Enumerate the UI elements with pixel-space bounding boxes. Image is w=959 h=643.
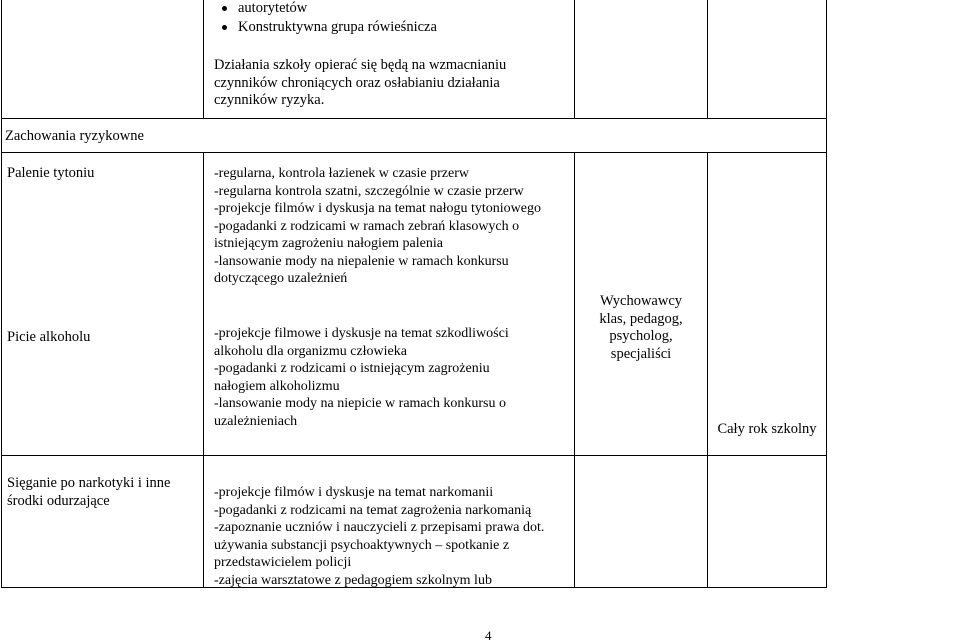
action-line: przedstawicielem policji (214, 555, 352, 570)
responsible-line: klas, pedagog, (599, 310, 683, 327)
paragraph-line: czynników chroniących oraz osłabianiu działania (214, 74, 500, 91)
column-divider-3 (707, 0, 708, 118)
row-separator-top (1, 118, 827, 119)
column-divider-1 (203, 152, 204, 587)
action-line: -lansowanie mody na niepicie w ramach konkursu o (214, 396, 506, 411)
action-line: -projekcje filmów i dyskusje na temat narkomanii (214, 485, 494, 500)
strategy-paragraph (214, 57, 506, 110)
column-divider-1 (203, 0, 204, 118)
bullet-point (222, 6, 227, 11)
row-label-drugs (7, 475, 171, 510)
row-label-line: Sięganie po narkotyki i inne (7, 475, 171, 491)
paragraph-line: czynników ryzyka. (214, 92, 325, 108)
column-divider-2 (574, 0, 575, 118)
responsible-line: Wychowawcy (599, 293, 683, 309)
table-border-left (1, 0, 2, 587)
bullet-item: Konstruktywna grupa rówieśnicza (238, 19, 437, 35)
action-line: -zajęcia warsztatowe z pedagogiem szkolnym lub (214, 572, 492, 588)
action-line: -pogadanki z rodzicami na temat zagrożenia narkomanią (214, 502, 532, 518)
action-line: istniejącym zagrożeniu nałogiem palenia (214, 236, 443, 251)
row-label-line: środki odurzające (7, 492, 110, 509)
action-line: nałogiem alkoholizmu (214, 378, 340, 394)
row-separator-title (1, 152, 827, 153)
action-line: -projekcje filmowe i dyskusje na temat szkodliwości (214, 326, 509, 341)
actions-smoking (214, 165, 541, 288)
responsible-line: specjaliści (610, 345, 672, 362)
action-line: uzależnieniach (214, 413, 298, 429)
bullet-item: autorytetów (238, 0, 308, 16)
section-title: Zachowania ryzykowne (5, 128, 144, 144)
timeframe: Cały rok szkolny (717, 421, 817, 437)
action-line: -pogadanki z rodzicami w ramach zebrań klasowych o (214, 218, 520, 234)
paragraph-line: Działania szkoły opierać się będą na wzmacnianiu (214, 57, 507, 73)
action-line: -zapoznanie uczniów i nauczycieli z przepisami prawa dot. (214, 520, 545, 535)
action-line: -pogadanki z rodzicami o istniejącym zagrożeniu (214, 361, 490, 376)
responsible-persons (575, 293, 707, 363)
action-line: -lansowanie mody na niepalenie w ramach konkursu (214, 253, 509, 269)
actions-alcohol (214, 325, 509, 430)
action-line: -regularna kontrola szatni, szczególnie w czasie przerw (214, 183, 524, 199)
bullet-point (222, 25, 227, 30)
action-line: alkoholu dla organizmu człowieka (214, 343, 407, 359)
action-line: -regularna, kontrola łazienek w czasie przerw (214, 166, 469, 181)
column-divider-2 (574, 152, 575, 587)
action-line: używania substancji psychoaktywnych – spotkanie z (214, 537, 510, 553)
row-label-smoking: Palenie tytoniu (7, 165, 95, 181)
table-border-right (826, 0, 827, 587)
page-number: 4 (485, 628, 492, 643)
action-line: dotyczącego uzależnień (214, 271, 348, 286)
row-label-alcohol: Picie alkoholu (7, 329, 91, 345)
action-line: -projekcje filmów i dyskusja na temat nałogu tytoniowego (214, 201, 541, 216)
responsible-line: psycholog, (609, 328, 673, 344)
row-separator-drugs (1, 455, 827, 456)
column-divider-3 (707, 152, 708, 587)
actions-drugs (214, 484, 544, 589)
